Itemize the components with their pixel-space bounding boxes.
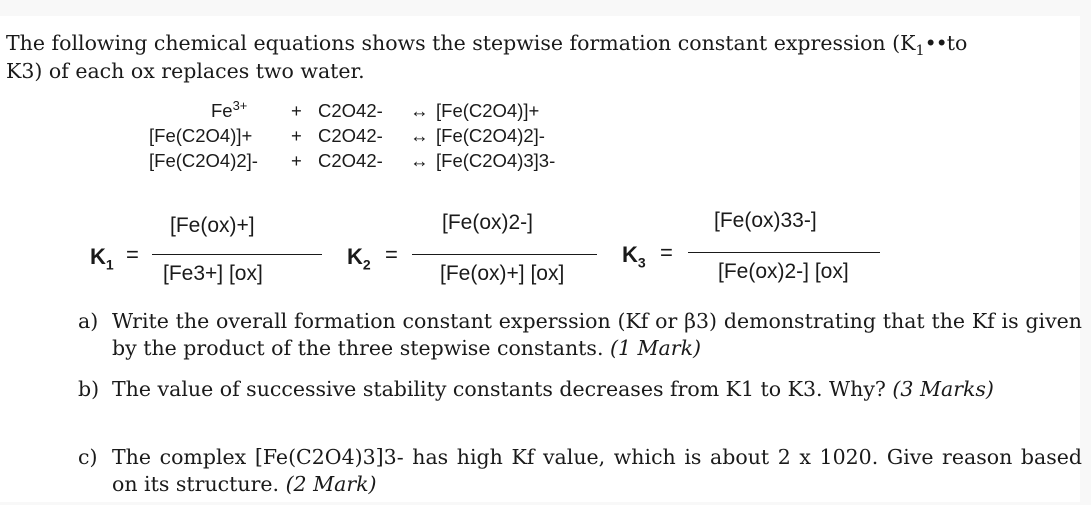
eq3-left: [Fe(C2O4)2]-	[149, 150, 258, 171]
question-a	[78, 308, 1082, 368]
k3-symbol: $K_3$	[622, 242, 646, 271]
question-c-mark: (2 Mark)	[285, 472, 377, 496]
eq1-product: [Fe(C2O4)]+	[436, 100, 540, 121]
question-a-body	[112, 308, 1082, 362]
k1-fraction-bar	[152, 254, 322, 255]
question-b	[78, 376, 1082, 436]
eq1-left: $Fe^{3+}$	[211, 97, 248, 121]
k2-numerator: [Fe(ox)2-]	[442, 211, 534, 234]
question-c-label: c)	[78, 445, 98, 469]
document-sheet	[0, 16, 1080, 502]
k3-denominator: [Fe(ox)2-] [ox]	[718, 260, 849, 283]
intro-line-1-sub: 1	[915, 43, 925, 60]
eq3-reagent: C2O42-	[318, 150, 383, 171]
question-b-mark: (3 Marks)	[892, 377, 994, 401]
eq2-reagent: C2O42-	[318, 125, 383, 146]
k2-denominator: [Fe(ox)+] [ox]	[440, 262, 565, 285]
eq3-arrow: ↔	[410, 150, 429, 171]
eq1-reagent: C2O42-	[318, 100, 383, 121]
question-a-mark: (1 Mark)	[610, 336, 701, 360]
k2-symbol: $K_2$	[347, 244, 371, 273]
k1-equals: =	[126, 242, 139, 267]
question-a-text: Write the overall formation constant experssion (Kf or β3) demonstrating that the Kf is given by the product of the three stepwise constants.	[112, 309, 1082, 360]
eq1-plus: +	[291, 100, 302, 121]
question-b-text: The value of successive stability constants decreases from K1 to K3. Why?	[112, 377, 886, 401]
question-c-body	[112, 444, 1082, 498]
k1-denominator: [Fe3+] [ox]	[163, 262, 263, 285]
question-c	[78, 444, 1082, 504]
intro-line-1-tail: to	[946, 31, 968, 55]
k3-numerator: [Fe(ox)33-]	[714, 209, 817, 232]
question-b-label: b)	[78, 377, 100, 401]
k2-equals: =	[385, 242, 398, 267]
intro-line-1-text: The following chemical equations shows the stepwise formation constant expression (K	[6, 31, 916, 55]
intro-line-2: K3) of each ox replaces two water.	[6, 59, 365, 83]
eq2-plus: +	[291, 125, 302, 146]
k1-numerator: [Fe(ox)+]	[170, 214, 255, 237]
k2-fraction-bar	[412, 254, 597, 255]
eq2-left: [Fe(C2O4)]+	[149, 125, 253, 146]
question-c-text: The complex [Fe(C2O4)3]3- has high Kf value, which is about 2 x 1020. Give reason based on its structure.	[112, 445, 1082, 496]
k1-symbol: $K_1$	[90, 244, 114, 273]
k3-equals: =	[660, 240, 673, 265]
eq1-arrow: ↔	[410, 100, 429, 121]
eq3-product: [Fe(C2O4)3]3-	[436, 150, 556, 171]
eq2-product: [Fe(C2O4)2]-	[436, 125, 545, 146]
k3-fraction-bar	[688, 252, 880, 253]
eq3-plus: +	[291, 150, 302, 171]
eq2-arrow: ↔	[410, 125, 429, 146]
question-b-body	[112, 376, 1082, 403]
intro-line-1: The following chemical equations shows the stepwise formation constant expression ($K_1••to$	[6, 31, 968, 60]
question-a-label: a)	[78, 309, 99, 333]
